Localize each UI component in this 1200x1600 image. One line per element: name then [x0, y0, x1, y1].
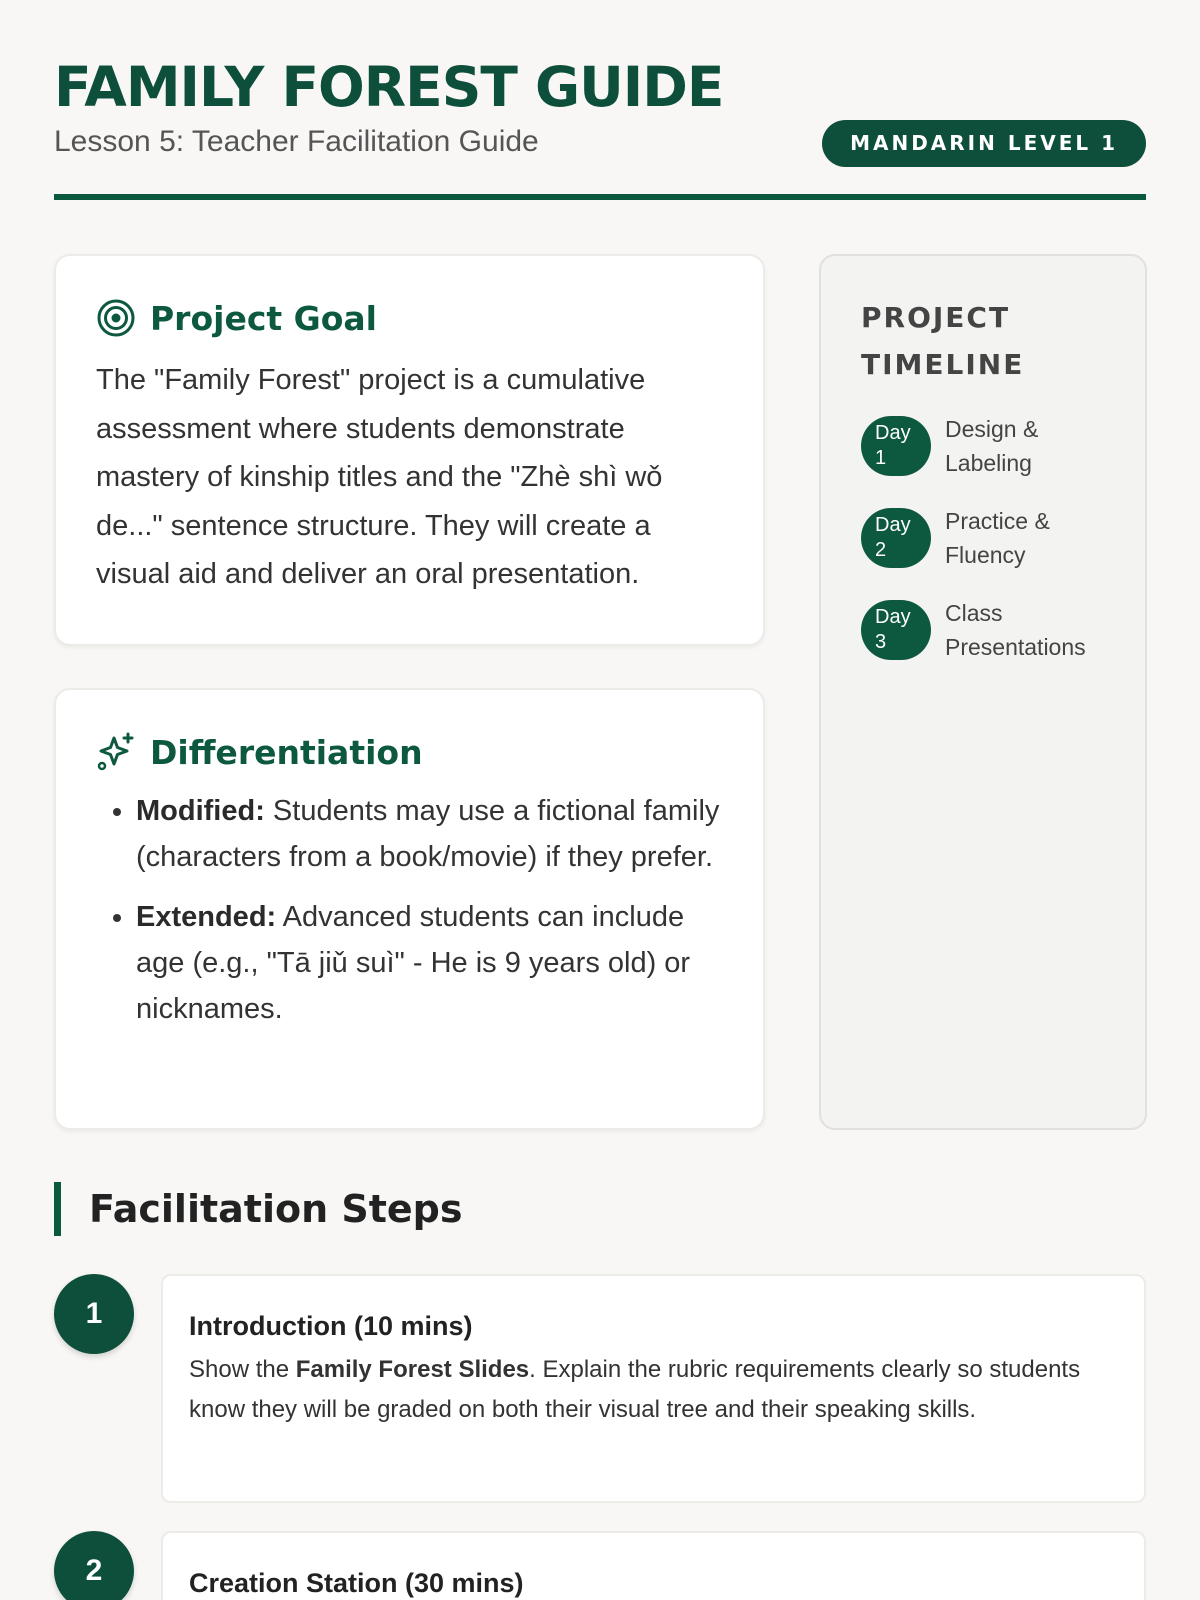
step-1 [54, 1274, 1146, 1503]
step-card [161, 1274, 1146, 1503]
timeline-item-day-2 [861, 504, 1105, 572]
differentiation-card [54, 688, 765, 1130]
day-number: 2 [875, 539, 887, 561]
steps-list [54, 1274, 1146, 1600]
timeline-item-day-1 [861, 412, 1105, 480]
timeline-item-day-3 [861, 596, 1105, 664]
step-title: Introduction (10 mins) [189, 1311, 473, 1341]
step-2 [54, 1531, 1146, 1600]
timeline-label: Class Presentations [945, 600, 1086, 660]
header [54, 0, 1146, 200]
project-goal-header [96, 294, 723, 342]
step-desc-bold: Family Forest Slides [295, 1356, 530, 1383]
step-title: Creation Station (30 mins) [189, 1568, 524, 1598]
step-card [161, 1531, 1146, 1600]
project-goal-card [54, 254, 765, 646]
project-timeline [819, 254, 1147, 1130]
day-word: Day [875, 422, 911, 444]
modified-text: Students may use a fictional family (characters from a book/movie) if they prefer. [136, 795, 720, 873]
target-icon [96, 298, 136, 338]
timeline-label: Practice & Fluency [945, 508, 1050, 568]
page-title: FAMILY FOREST GUIDE [54, 55, 724, 119]
timeline-title: PROJECT TIMELINE [861, 301, 1025, 381]
project-goal-text: The "Family Forest" project is a cumulative assessment where students demonstrate mastery of kinship titles and the "Zhè shì wǒ de..." sentence structure. They will create a visual aid and deliver an oral presentation. [96, 364, 663, 590]
extended-label: Extended: [136, 901, 277, 933]
day-number: 3 [875, 631, 887, 653]
level-badge: MANDARIN LEVEL 1 [822, 120, 1146, 167]
facilitation-steps-header [54, 1182, 1146, 1236]
section-title: Facilitation Steps [89, 1187, 463, 1231]
differentiation-header [96, 728, 723, 776]
step-number: 1 [54, 1274, 134, 1354]
project-goal-title: Project Goal [150, 298, 377, 338]
top-row [54, 254, 1146, 1130]
timeline-label: Design & Labeling [945, 416, 1039, 476]
sparkles-icon [96, 732, 136, 772]
day-badge [861, 416, 931, 476]
modified-label: Modified: [136, 795, 265, 827]
day-badge [861, 600, 931, 660]
day-number: 1 [875, 447, 887, 469]
differentiation-title: Differentiation [150, 732, 423, 772]
extended-text: Advanced students can include age (e.g., "Tā jiǔ suì" - He is 9 years old) or nicknames. [136, 901, 691, 1025]
list-item [136, 788, 723, 880]
list-item [136, 894, 723, 1032]
step-desc-post: . Explain the rubric requirements clearly so students know they will be graded on both their visual tree and their speaking skills. [189, 1356, 1081, 1423]
day-word: Day [875, 514, 911, 536]
differentiation-list [96, 788, 723, 1032]
step-number: 2 [54, 1531, 134, 1600]
page-subtitle: Lesson 5: Teacher Facilitation Guide [54, 125, 539, 158]
day-word: Day [875, 606, 911, 628]
day-badge [861, 508, 931, 568]
step-description [189, 1350, 1118, 1430]
step-desc-pre: Show the [189, 1356, 296, 1383]
